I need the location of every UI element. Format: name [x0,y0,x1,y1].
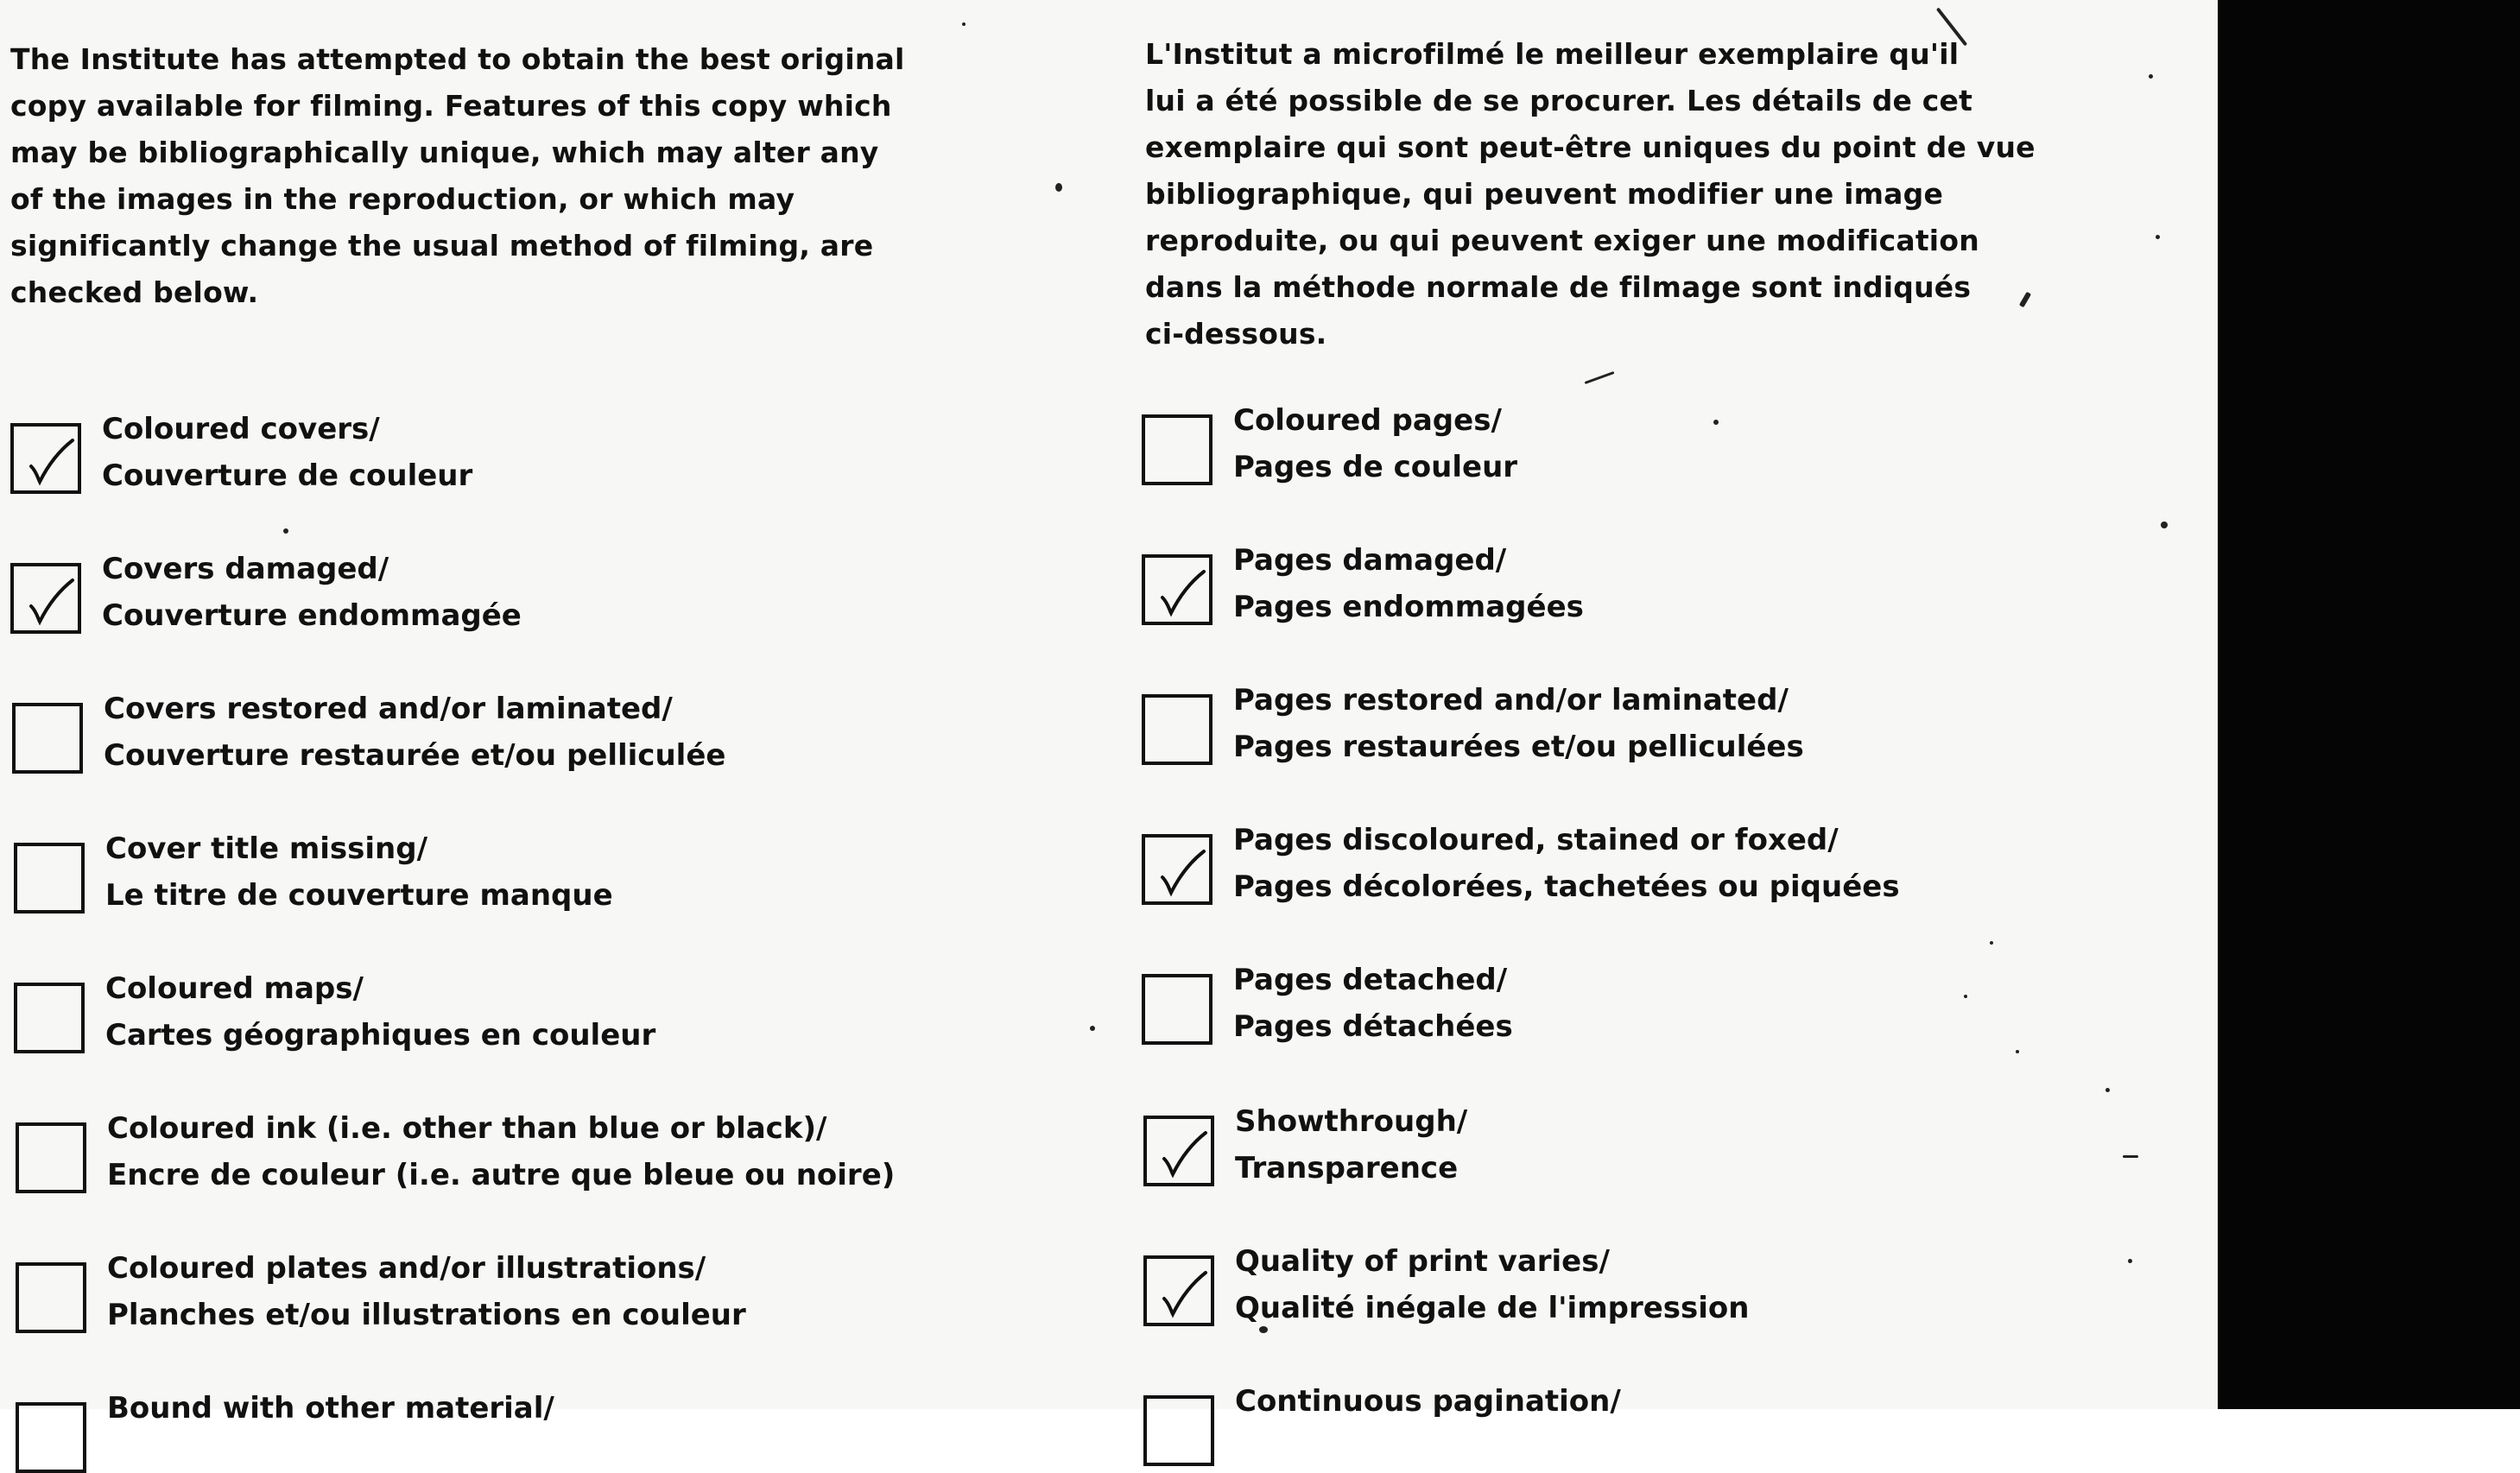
right-item-checkbox[interactable] [1143,1255,1214,1326]
left-item-labels [107,1385,554,1432]
scan-speck [1713,420,1719,425]
right-item-labels [1235,1378,1621,1425]
right-item-english-label: Continuous pagination/ [1235,1384,1621,1419]
intro-right-line: reproduite, ou qui peuvent exiger une modification [1145,224,1979,257]
handwritten-checkmark-icon [22,573,76,627]
left-item-english-label: Covers restored and/or laminated/ [104,692,673,726]
right-item-labels [1235,1238,1750,1331]
right-item-english-label: Coloured pages/ [1233,403,1502,438]
right-item-english-label: Pages restored and/or laminated/ [1233,683,1789,718]
intro-left-line: checked below. [10,275,259,309]
right-item-checkbox[interactable] [1143,1395,1214,1466]
checkmark-stroke [31,440,73,482]
left-item-english-label: Coloured maps/ [105,971,364,1006]
scan-speck [2156,235,2160,239]
intro-left-line: may be bibliographically unique, which may alter any [10,136,879,169]
intro-left-line: The Institute has attempted to obtain the best original [10,42,905,76]
left-item-english-label: Coloured ink (i.e. other than blue or black)/ [107,1111,827,1146]
left-item-labels [105,965,655,1059]
right-item-checkbox[interactable] [1142,414,1213,485]
left-item-french-label: Couverture restaurée et/ou pelliculée [104,738,726,773]
left-item-checkbox[interactable] [16,1122,86,1193]
scan-speck [2161,522,2168,528]
scan-speck [2128,1259,2132,1263]
right-item-labels [1233,957,1513,1050]
right-item-french-label: Pages restaurées et/ou pelliculées [1233,730,1804,764]
right-item-labels [1233,677,1804,770]
scan-speck [1990,941,1993,945]
checkmark-stroke [31,580,73,622]
intro-left-line: copy available for filming. Features of this copy which [10,89,892,123]
handwritten-checkmark-icon [1156,1126,1209,1179]
left-item-french-label: Planches et/ou illustrations en couleur [107,1298,746,1332]
scan-speck [1585,371,1615,384]
intro-right-line: ci-dessous. [1145,317,1327,351]
left-item-labels [102,546,522,639]
left-item-english-label: Covers damaged/ [102,552,389,586]
left-item-labels [107,1105,895,1198]
left-item-english-label: Bound with other material/ [107,1391,554,1426]
left-item-french-label: Couverture endommagée [102,598,522,633]
right-item-checkbox[interactable] [1142,834,1213,905]
left-item-french-label: Le titre de couverture manque [105,878,613,913]
scan-speck [2016,1050,2019,1053]
left-item-checkbox[interactable] [16,1402,86,1473]
scan-speck [1259,1326,1268,1333]
right-item-french-label: Pages détachées [1233,1009,1513,1044]
left-item-labels [104,686,725,779]
left-item-french-label: Cartes géographiques en couleur [105,1018,656,1053]
right-item-french-label: Pages de couleur [1233,450,1518,484]
checkmark-stroke [1162,572,1204,613]
handwritten-checkmark-icon [1156,1266,1209,1319]
left-item-french-label: Couverture de couleur [102,458,473,493]
intro-right-line: dans la méthode normale de filmage sont indiqués [1145,270,1972,304]
right-item-french-label: Qualité inégale de l'impression [1235,1291,1750,1325]
right-item-french-label: Pages endommagées [1233,590,1584,624]
left-item-french-label: Encre de couleur (i.e. autre que bleue ou noire) [107,1158,896,1192]
right-item-english-label: Quality of print varies/ [1235,1244,1610,1279]
left-item-checkbox[interactable] [10,563,81,634]
right-item-english-label: Pages detached/ [1233,963,1508,997]
intro-right-line: bibliographique, qui peuvent modifier une image [1145,177,1944,211]
intro-right-line: L'Institut a microfilmé le meilleur exemplaire qu'il [1145,37,1960,71]
left-item-labels [102,406,472,499]
scan-speck [1055,183,1062,192]
intro-right-line: lui a été possible de se procurer. Les détails de cet [1145,84,1973,117]
scan-speck [2149,74,2153,79]
checkmark-stroke [1162,851,1204,893]
left-item-english-label: Coloured plates and/or illustrations/ [107,1251,706,1286]
right-item-labels [1233,537,1584,630]
left-item-checkbox[interactable] [14,843,85,914]
scan-speck [1964,995,1967,998]
handwritten-checkmark-icon [1154,844,1207,898]
scan-speck [2105,1088,2110,1092]
right-item-english-label: Pages discoloured, stained or foxed/ [1233,823,1839,857]
scan-speck [283,528,288,534]
intro-left-paragraph [10,36,905,316]
right-item-checkbox[interactable] [1142,974,1213,1045]
handwritten-checkmark-icon [22,433,76,487]
scanner-black-edge [2218,0,2520,1409]
left-item-checkbox[interactable] [10,423,81,494]
intro-left-line: significantly change the usual method of filming, are [10,229,874,262]
right-item-checkbox[interactable] [1142,694,1213,765]
left-item-checkbox[interactable] [12,703,83,774]
intro-right-paragraph [1145,31,2036,357]
right-item-french-label: Transparence [1235,1151,1459,1185]
left-item-labels [107,1245,746,1338]
checkmark-stroke [1164,1273,1206,1314]
right-item-labels [1235,1098,1467,1192]
checkmark-stroke [1164,1133,1206,1174]
scan-speck [1090,1026,1095,1031]
right-item-labels [1233,397,1517,490]
left-item-english-label: Cover title missing/ [105,831,428,866]
right-item-checkbox[interactable] [1142,554,1213,625]
handwritten-checkmark-icon [1154,565,1207,618]
left-item-english-label: Coloured covers/ [102,412,380,446]
scan-speck [962,22,966,26]
right-item-checkbox[interactable] [1143,1116,1214,1186]
right-item-french-label: Pages décolorées, tachetées ou piquées [1233,869,1900,904]
left-item-checkbox[interactable] [14,983,85,1053]
left-item-labels [105,825,613,919]
right-item-english-label: Showthrough/ [1235,1104,1468,1139]
intro-right-line: exemplaire qui sont peut-être uniques du point de vue [1145,130,2036,164]
left-item-checkbox[interactable] [16,1262,86,1333]
right-item-english-label: Pages damaged/ [1233,543,1507,578]
right-item-labels [1233,817,1900,910]
intro-left-line: of the images in the reproduction, or which may [10,182,795,216]
scan-speck [2123,1155,2138,1158]
